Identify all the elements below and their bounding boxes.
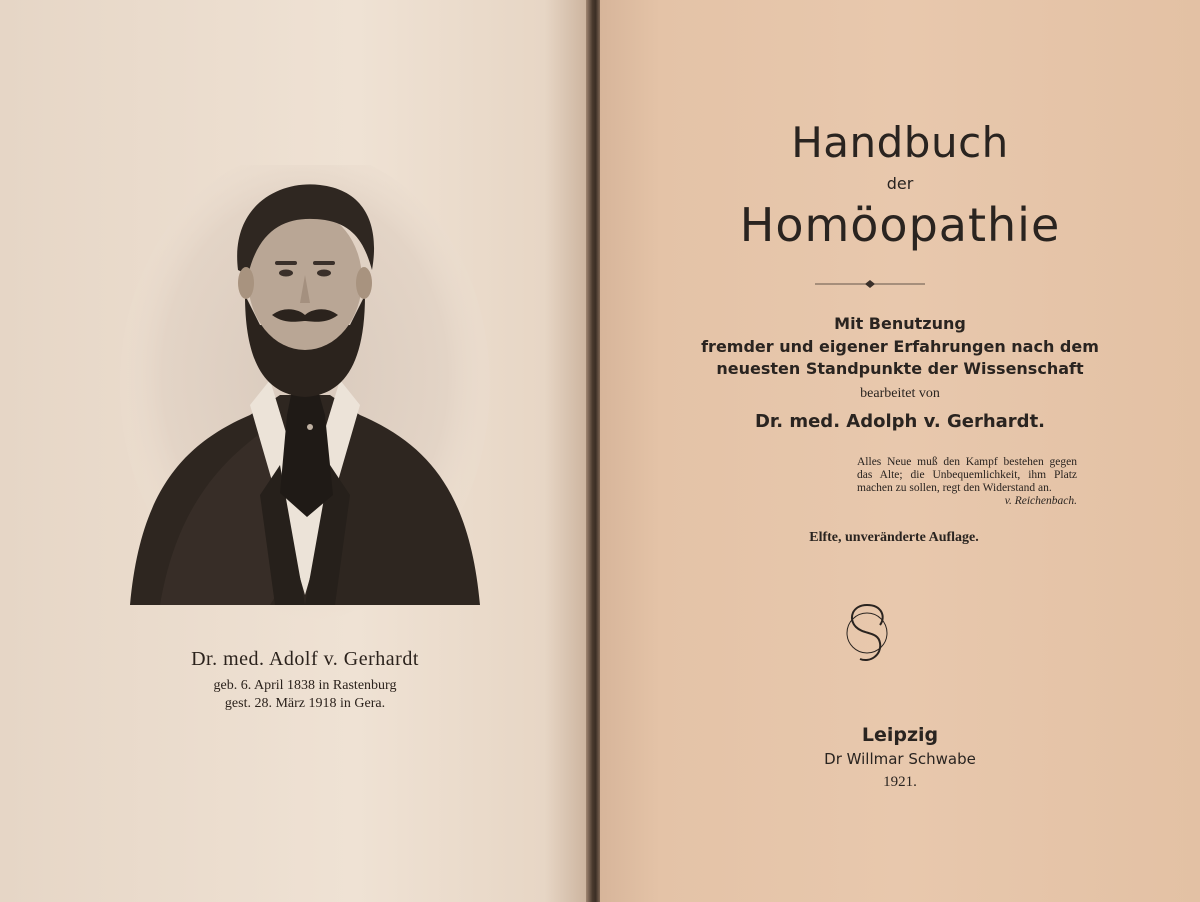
motto-quote [857, 456, 1077, 508]
author-portrait [120, 165, 490, 625]
subtitle-line-3: neuesten Standpunkte der Wissenschaft [716, 359, 1084, 378]
edited-by: bearbeitet von [860, 386, 940, 401]
portrait-caption-born: geb. 6. April 1838 in Rastenburg [213, 678, 397, 693]
imprint-city: Leipzig [861, 724, 939, 746]
ornament-divider-icon [815, 278, 925, 290]
book-title-der: der [886, 174, 914, 193]
book-title-homoeopathie: Homöopathie [739, 198, 1061, 252]
motto-attribution: v. Reichenbach. [1004, 495, 1077, 507]
author-name: Dr. med. Adolph v. Gerhardt. [754, 411, 1046, 432]
portrait-caption-died: gest. 28. März 1918 in Gera. [224, 696, 386, 711]
book-title-handbuch: Handbuch [791, 118, 1009, 167]
edition-note: Elfte, unveränderte Auflage. [809, 530, 979, 545]
right-page-title [600, 0, 1200, 902]
publisher-monogram-icon [842, 601, 892, 665]
subtitle-line-1: Mit Benutzung [834, 314, 966, 333]
imprint-publisher: Dr Willmar Schwabe [824, 750, 976, 768]
motto-text: Alles Neue muß den Kampf bestehen gegen das Alte; die Unbequemlichkeit, ihm Platz machen zu sollen, regt den Widerstand an. [857, 456, 1077, 494]
imprint-year: 1921. [883, 774, 917, 790]
subtitle-line-2: fremder und eigener Erfahrungen nach dem [701, 337, 1099, 356]
left-page-frontispiece [0, 0, 592, 902]
portrait-caption-name: Dr. med. Adolf v. Gerhardt [191, 648, 419, 670]
